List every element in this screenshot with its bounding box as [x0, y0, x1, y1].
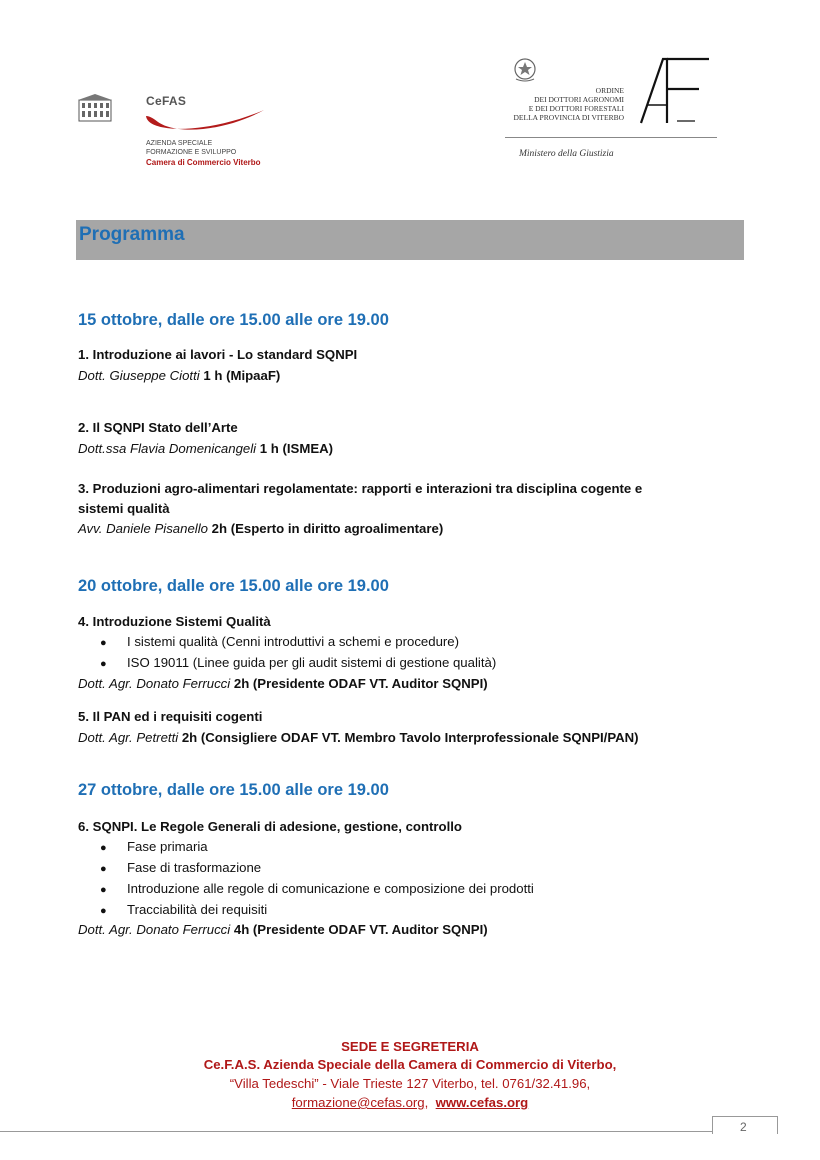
list-item [100, 860, 261, 875]
divider [505, 137, 717, 138]
odaf-line-2: DEI DOTTORI AGRONOMI [534, 95, 624, 104]
speaker-detail: 2h (Consigliere ODAF VT. Membro Tavolo Interprofessionale SQNPI/PAN) [178, 730, 639, 745]
cefas-name: CeFAS [146, 94, 187, 108]
list-item [100, 655, 496, 670]
footer-title: SEDE E SEGRETERIA [341, 1039, 479, 1054]
cefas-logo [78, 92, 268, 172]
speaker-name: Dott. Giuseppe Ciotti [78, 368, 200, 383]
day-heading: 27 ottobre, dalle ore 15.00 alle ore 19.00 [78, 781, 389, 799]
bullet-icon: ● [100, 842, 107, 854]
email-link[interactable]: formazione@cefas.org [291, 1095, 425, 1110]
day-heading: 20 ottobre, dalle ore 15.00 alle ore 19.00 [78, 577, 389, 595]
list-item-text: I sistemi qualità (Cenni introduttivi a schemi e procedure) [127, 634, 460, 649]
speaker-name: Dott.ssa Flavia Domenicangeli [78, 441, 257, 456]
speaker-detail: 2h (Presidente ODAF VT. Auditor SQNPI) [230, 676, 488, 691]
speaker-detail: 1 h (ISMEA) [256, 441, 334, 456]
cefas-subtitle-3: Camera di Commercio Viterbo [146, 158, 261, 167]
session-speaker-line [78, 521, 443, 536]
bullet-icon: ● [100, 863, 107, 875]
session-title: 3. Produzioni agro-alimentari regolamentate: rapporti e interazioni tra disciplina cogente e [78, 481, 643, 496]
cefas-subtitle-2: FORMAZIONE E SVILUPPO [146, 149, 237, 156]
odaf-line-4: DELLA PROVINCIA DI VITERBO [513, 113, 624, 122]
footer-organization: Ce.F.A.S. Azienda Speciale della Camera di Commercio di Viterbo, [203, 1057, 617, 1072]
session-speaker-line [78, 730, 639, 745]
footer-address: “Villa Tedeschi” - Viale Trieste 127 Viterbo, tel. 0761/32.41.96, [229, 1076, 591, 1091]
bullet-icon: ● [100, 637, 107, 649]
session-title: 5. Il PAN ed i requisiti cogenti [78, 709, 263, 724]
session-title: 6. SQNPI. Le Regole Generali di adesione, gestione, controllo [78, 819, 462, 834]
page-number: 2 [740, 1120, 747, 1134]
bullet-icon: ● [100, 658, 107, 670]
separator: , [424, 1095, 436, 1110]
session-speaker-line [78, 676, 488, 691]
session-title: 2. Il SQNPI Stato dell’Arte [78, 420, 238, 435]
section-title: Programma [79, 224, 185, 245]
list-item [100, 902, 267, 917]
day-heading: 15 ottobre, dalle ore 15.00 alle ore 19.00 [78, 311, 389, 329]
session-speaker-line [78, 368, 280, 383]
session-title: 4. Introduzione Sistemi Qualità [78, 614, 271, 629]
list-item-text: Introduzione alle regole di comunicazione e composizione dei prodotti [127, 881, 534, 896]
list-item-text: ISO 19011 (Linee guida per gli audit sistemi di gestione qualità) [127, 655, 497, 670]
speaker-name: Dott. Agr. Donato Ferrucci [78, 676, 231, 691]
list-item [100, 839, 208, 854]
speaker-detail: 1 h (MipaaF) [199, 368, 281, 383]
speaker-name: Dott. Agr. Petretti [78, 730, 179, 745]
swoosh-icon [118, 100, 268, 140]
italian-emblem-icon [513, 57, 537, 83]
session-title-continued: sistemi qualità [78, 501, 170, 516]
list-item-text: Tracciabilità dei requisiti [127, 902, 268, 917]
ministry-label: Ministero della Giustizia [519, 149, 614, 159]
list-item-text: Fase primaria [127, 839, 208, 854]
bullet-icon: ● [100, 905, 107, 917]
bullet-icon: ● [100, 884, 107, 896]
footer-divider [0, 1131, 712, 1132]
af-monogram-icon [633, 55, 719, 127]
speaker-name: Dott. Agr. Donato Ferrucci [78, 922, 231, 937]
list-item [100, 634, 459, 649]
speaker-detail: 2h (Esperto in diritto agroalimentare) [208, 521, 444, 536]
odaf-line-1: ORDINE [595, 86, 624, 95]
list-item [100, 881, 534, 896]
cefas-subtitle-1: AZIENDA SPECIALE [146, 140, 213, 147]
speaker-name: Avv. Daniele Pisanello [78, 521, 208, 536]
building-icon [78, 94, 112, 122]
section-header-bar [76, 220, 744, 260]
footer-contacts [0, 1095, 820, 1110]
session-speaker-line [78, 441, 333, 456]
website-link[interactable]: www.cefas.org [435, 1095, 529, 1110]
session-speaker-line [78, 922, 488, 937]
odaf-logo [505, 55, 720, 165]
session-title: 1. Introduzione ai lavori - Lo standard SQNPI [78, 347, 358, 362]
speaker-detail: 4h (Presidente ODAF VT. Auditor SQNPI) [230, 922, 488, 937]
list-item-text: Fase di trasformazione [127, 860, 262, 875]
odaf-line-3: E DEI DOTTORI FORESTALI [528, 104, 624, 113]
